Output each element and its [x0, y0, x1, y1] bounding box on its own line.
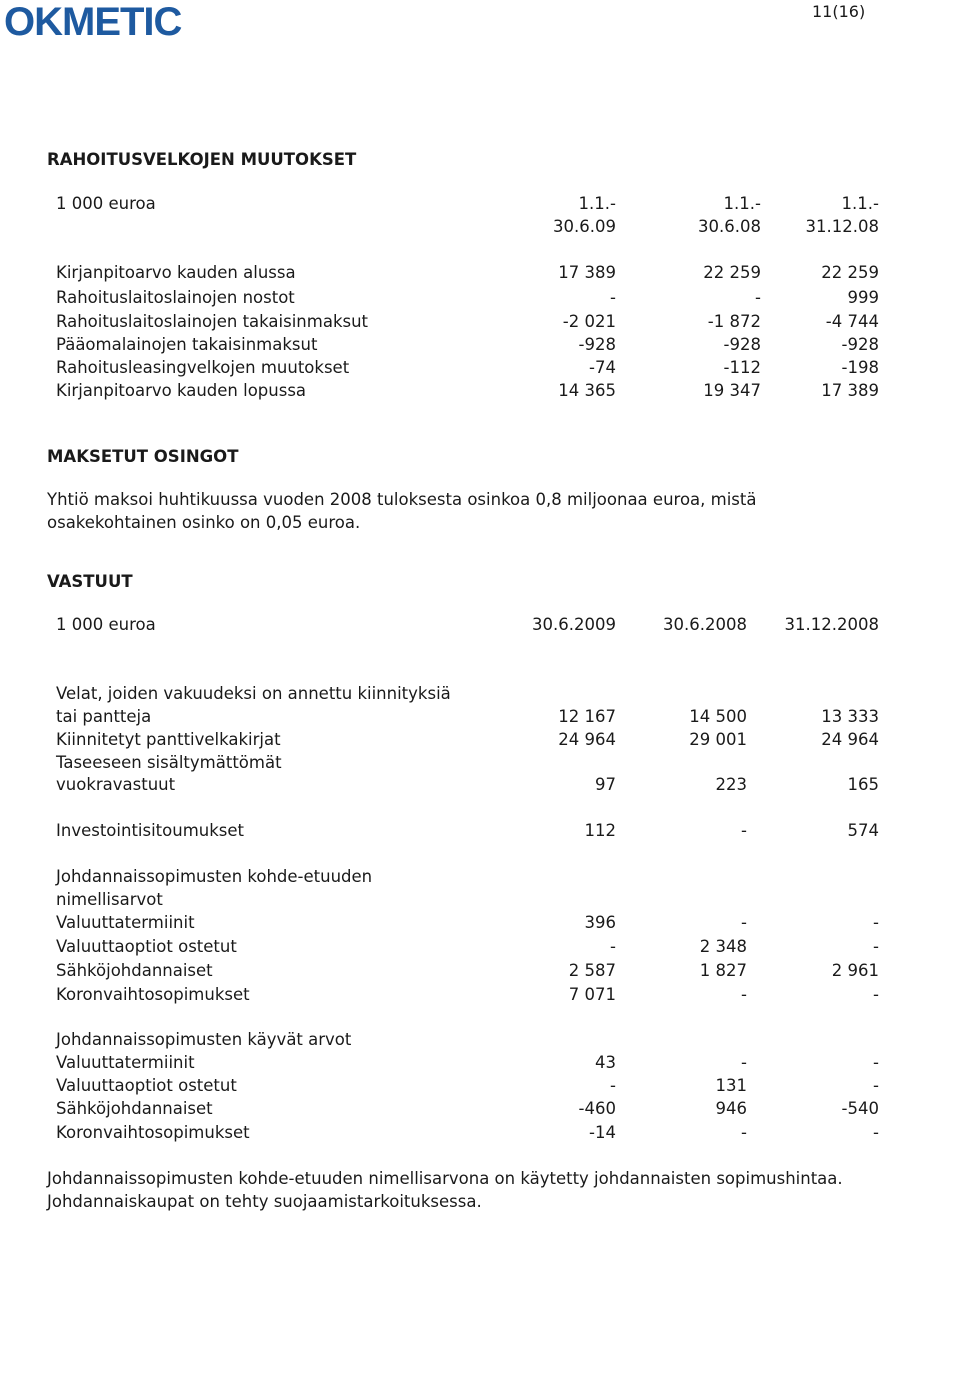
- cell: 2 348: [699, 937, 747, 956]
- cell: -198: [841, 358, 879, 377]
- row-label: Valuuttaoptiot ostetut: [56, 937, 237, 956]
- page-number: 11(16): [812, 2, 866, 21]
- col-header-bottom: 31.12.08: [805, 217, 879, 236]
- cell: -4 744: [825, 312, 879, 331]
- group-heading: Johdannaissopimusten kohde-etuuden: [56, 867, 373, 886]
- cell: -: [741, 1123, 747, 1142]
- cell: 946: [715, 1099, 747, 1118]
- unit-label: 1 000 euroa: [56, 194, 156, 213]
- col-header-bottom: 30.6.08: [698, 217, 761, 236]
- cell: -14: [589, 1123, 616, 1142]
- cell: -928: [723, 335, 761, 354]
- section-title-dividends: MAKSETUT OSINGOT: [47, 447, 239, 466]
- cell: 131: [715, 1076, 747, 1095]
- note-line: Johdannaissopimusten kohde-etuuden nimellisarvona on käytetty johdannaisten sopimushintaa.: [47, 1169, 843, 1188]
- row-label: Sähköjohdannaiset: [56, 961, 213, 980]
- cell: 112: [584, 821, 616, 840]
- cell: 24 964: [558, 730, 616, 749]
- cell: 574: [847, 821, 879, 840]
- cell: 1 827: [699, 961, 747, 980]
- cell: 223: [715, 775, 747, 794]
- col-header: 30.6.2008: [663, 615, 747, 634]
- dividend-text-line: osakekohtainen osinko on 0,05 euroa.: [47, 513, 361, 532]
- cell: -: [610, 288, 616, 307]
- row-label: Valuuttaoptiot ostetut: [56, 1076, 237, 1095]
- row-label: Kiinnitetyt panttivelkakirjat: [56, 730, 281, 749]
- cell: 22 259: [703, 263, 761, 282]
- cell: -112: [723, 358, 761, 377]
- cell: -: [741, 985, 747, 1004]
- cell: 29 001: [689, 730, 747, 749]
- row-label: Koronvaihtosopimukset: [56, 1123, 250, 1142]
- cell: -: [873, 913, 879, 932]
- col-header-top: 1.1.-: [723, 194, 761, 213]
- cell: 165: [847, 775, 879, 794]
- row-label: Koronvaihtosopimukset: [56, 985, 250, 1004]
- row-label: Taseeseen sisältymättömät: [56, 753, 282, 772]
- cell: -: [741, 913, 747, 932]
- cell: 24 964: [821, 730, 879, 749]
- cell: 13 333: [821, 707, 879, 726]
- row-label: Sähköjohdannaiset: [56, 1099, 213, 1118]
- group-heading: Johdannaissopimusten käyvät arvot: [56, 1030, 352, 1049]
- note-line: Johdannaiskaupat on tehty suojaamistarkoituksessa.: [47, 1192, 482, 1211]
- row-label: vuokravastuut: [56, 775, 176, 794]
- unit-label: 1 000 euroa: [56, 615, 156, 634]
- cell: 43: [595, 1053, 616, 1072]
- cell: 7 071: [568, 985, 616, 1004]
- cell: -: [610, 1076, 616, 1095]
- cell: -74: [589, 358, 616, 377]
- cell: -: [741, 821, 747, 840]
- cell: -: [610, 937, 616, 956]
- col-header-top: 1.1.-: [578, 194, 616, 213]
- cell: 999: [847, 288, 879, 307]
- cell: 396: [584, 913, 616, 932]
- row-label: tai pantteja: [56, 707, 152, 726]
- cell: 14 500: [689, 707, 747, 726]
- cell: 97: [595, 775, 616, 794]
- cell: -: [741, 1053, 747, 1072]
- cell: -: [873, 1076, 879, 1095]
- col-header-top: 1.1.-: [841, 194, 879, 213]
- cell: 22 259: [821, 263, 879, 282]
- cell: -460: [578, 1099, 616, 1118]
- cell: -: [755, 288, 761, 307]
- group-heading: nimellisarvot: [56, 890, 163, 909]
- cell: -928: [841, 335, 879, 354]
- col-header-bottom: 30.6.09: [553, 217, 616, 236]
- section-title-commitments: VASTUUT: [47, 572, 133, 591]
- row-label: Velat, joiden vakuudeksi on annettu kiinnityksiä: [56, 684, 451, 703]
- cell: -928: [578, 335, 616, 354]
- cell: -540: [841, 1099, 879, 1118]
- cell: 17 389: [821, 381, 879, 400]
- dividend-text-line: Yhtiö maksoi huhtikuussa vuoden 2008 tuloksesta osinkoa 0,8 miljoonaa euroa, mistä: [47, 490, 757, 509]
- col-header: 31.12.2008: [784, 615, 879, 634]
- row-label: Rahoitusleasingvelkojen muutokset: [56, 358, 350, 377]
- cell: 2 587: [568, 961, 616, 980]
- row-label: Valuuttatermiinit: [56, 1053, 195, 1072]
- row-label: Pääomalainojen takaisinmaksut: [56, 335, 318, 354]
- cell: 19 347: [703, 381, 761, 400]
- row-label: Investointisitoumukset: [56, 821, 245, 840]
- cell: 2 961: [831, 961, 879, 980]
- cell: -: [873, 1053, 879, 1072]
- cell: -: [873, 985, 879, 1004]
- cell: -: [873, 937, 879, 956]
- row-label: Rahoituslaitoslainojen takaisinmaksut: [56, 312, 369, 331]
- cell: -: [873, 1123, 879, 1142]
- cell: 14 365: [558, 381, 616, 400]
- col-header: 30.6.2009: [532, 615, 616, 634]
- company-logo: OKMETIC: [4, 0, 182, 44]
- row-label: Valuuttatermiinit: [56, 913, 195, 932]
- row-label: Kirjanpitoarvo kauden lopussa: [56, 381, 307, 400]
- cell: -1 872: [707, 312, 761, 331]
- row-label: Rahoituslaitoslainojen nostot: [56, 288, 295, 307]
- cell: 12 167: [558, 707, 616, 726]
- cell: -2 021: [562, 312, 616, 331]
- section-title-financing: RAHOITUSVELKOJEN MUUTOKSET: [47, 150, 357, 169]
- row-label: Kirjanpitoarvo kauden alussa: [56, 263, 296, 282]
- cell: 17 389: [558, 263, 616, 282]
